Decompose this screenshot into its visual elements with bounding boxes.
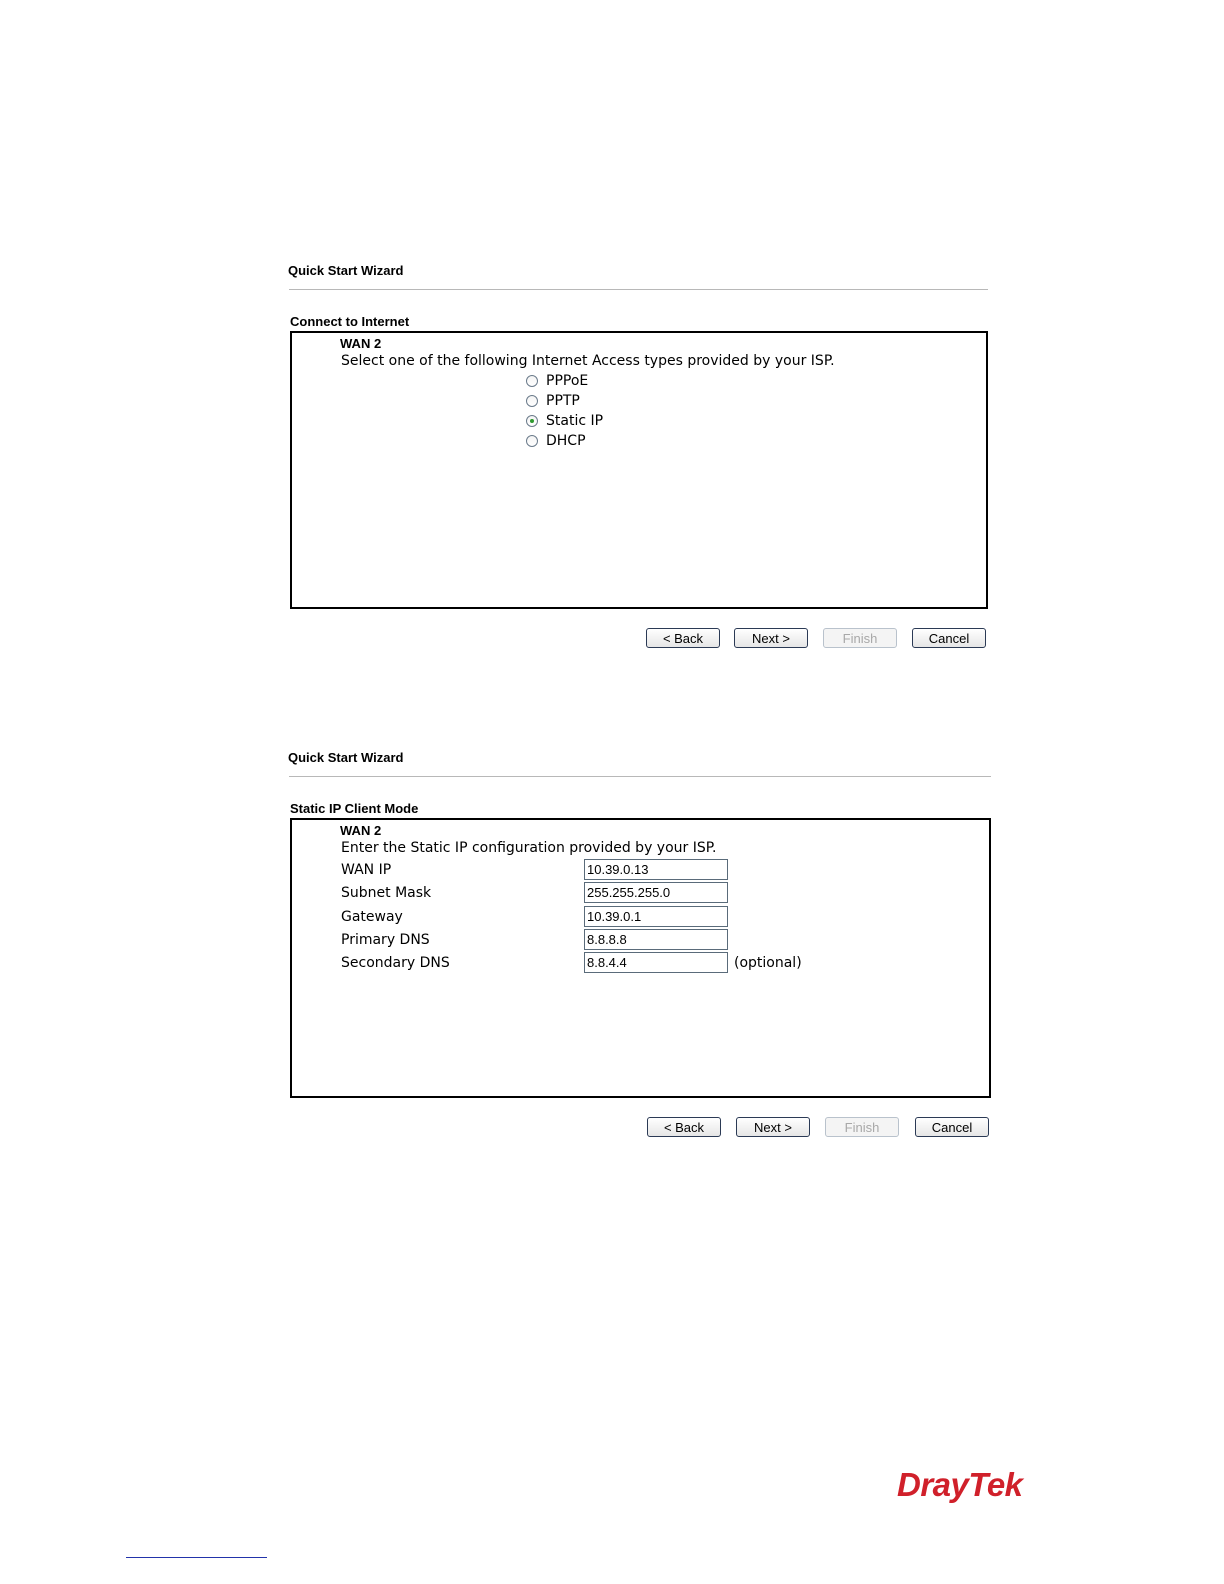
finish-button: Finish xyxy=(825,1117,899,1137)
radio-button[interactable] xyxy=(526,395,538,407)
optional-note: (optional) xyxy=(734,954,802,971)
field-label: Gateway xyxy=(341,908,403,925)
radio-option-pppoe[interactable] xyxy=(526,371,588,391)
radio-button[interactable] xyxy=(526,375,538,387)
field-label: Subnet Mask xyxy=(341,884,432,901)
finish-button: Finish xyxy=(823,628,897,648)
gateway-input[interactable] xyxy=(584,906,728,927)
subnet-mask-input[interactable] xyxy=(584,882,728,903)
field-gateway xyxy=(341,906,728,927)
field-primary-dns xyxy=(341,929,728,950)
field-label: Secondary DNS xyxy=(341,954,450,971)
radio-button[interactable] xyxy=(526,435,538,447)
wizard-static-ip-client-mode xyxy=(288,749,991,1098)
back-button[interactable]: < Back xyxy=(646,628,720,648)
wan-label: WAN 2 xyxy=(340,336,382,351)
wizard1-button-bar xyxy=(646,628,988,648)
field-subnet-mask xyxy=(341,882,728,903)
wizard2-button-bar xyxy=(647,1117,990,1137)
title-divider xyxy=(289,776,991,777)
radio-option-dhcp[interactable] xyxy=(526,431,586,451)
field-label: Primary DNS xyxy=(341,931,430,948)
next-button[interactable]: Next > xyxy=(736,1117,810,1137)
static-ip-panel xyxy=(290,818,991,1098)
back-button[interactable]: < Back xyxy=(647,1117,721,1137)
section-title: Static IP Client Mode xyxy=(290,801,419,816)
panel-description: Select one of the following Internet Access types provided by your ISP. xyxy=(341,353,835,369)
draytek-logo: DrayTek xyxy=(897,1466,1023,1503)
wizard-connect-to-internet xyxy=(288,262,988,609)
radio-label: PPPoE xyxy=(546,373,589,389)
wan-ip-input[interactable] xyxy=(584,859,728,880)
cancel-button[interactable]: Cancel xyxy=(915,1117,989,1137)
radio-label: Static IP xyxy=(546,413,604,429)
field-label: WAN IP xyxy=(341,861,392,878)
primary-dns-input[interactable] xyxy=(584,929,728,950)
radio-option-static-ip[interactable] xyxy=(526,411,603,431)
cancel-button[interactable]: Cancel xyxy=(912,628,986,648)
radio-label: PPTP xyxy=(546,393,580,409)
wizard-title: Quick Start Wizard xyxy=(288,263,404,278)
footer-link-underline xyxy=(126,1557,267,1558)
radio-option-pptp[interactable] xyxy=(526,391,580,411)
next-button[interactable]: Next > xyxy=(734,628,808,648)
panel-description: Enter the Static IP configuration provided by your ISP. xyxy=(341,840,717,856)
title-divider xyxy=(289,289,988,290)
access-type-panel xyxy=(290,331,988,609)
wizard-title: Quick Start Wizard xyxy=(288,750,404,765)
field-secondary-dns xyxy=(341,952,802,973)
secondary-dns-input[interactable] xyxy=(584,952,728,973)
radio-label: DHCP xyxy=(546,433,586,449)
wan-label: WAN 2 xyxy=(340,823,382,838)
field-wan-ip xyxy=(341,859,728,880)
section-title: Connect to Internet xyxy=(290,314,410,329)
radio-button-selected[interactable] xyxy=(526,415,538,427)
